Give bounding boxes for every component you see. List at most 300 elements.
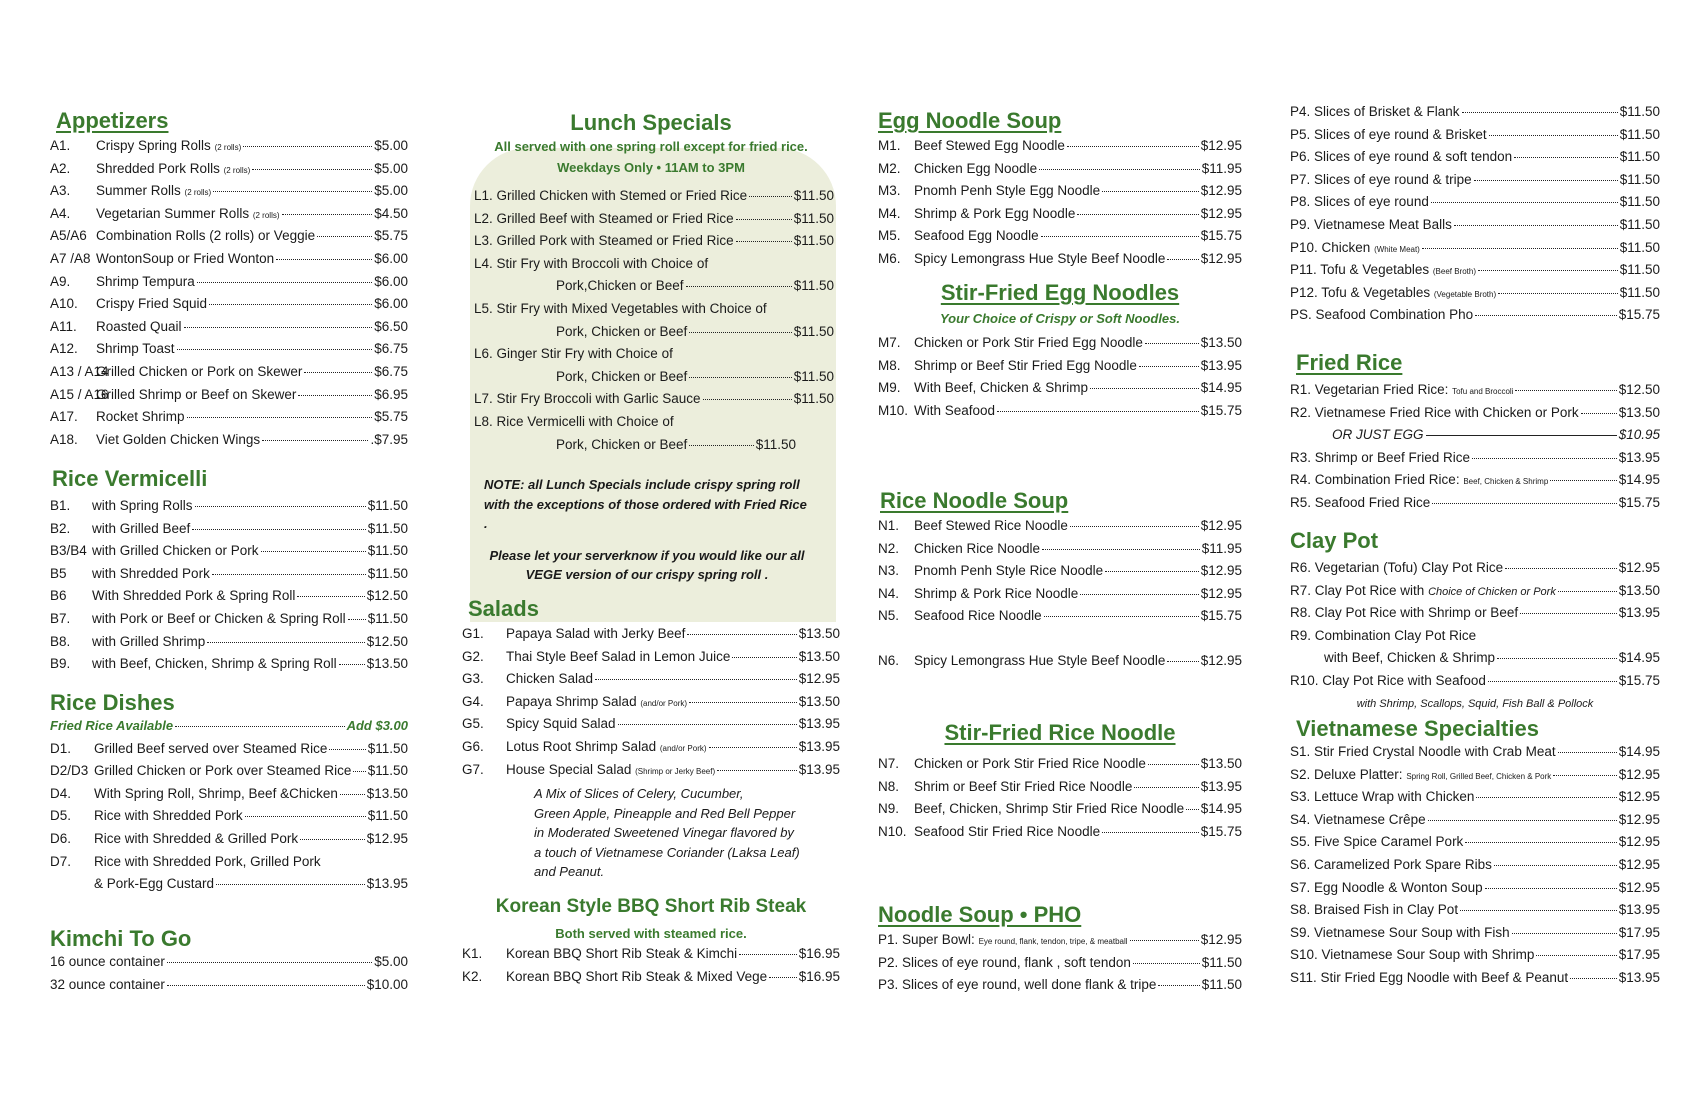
section-stir-fried-egg-noodles <box>878 280 1242 425</box>
leader-dots <box>739 954 797 955</box>
menu-item-continued <box>50 876 408 899</box>
item-price: $14.95 <box>1618 472 1660 488</box>
menu-item <box>1290 789 1660 812</box>
item-name <box>914 563 1103 578</box>
menu-item <box>474 346 834 369</box>
item-price: $12.95 <box>1618 789 1660 805</box>
menu-item <box>878 608 1242 631</box>
item-price: $12.95 <box>1200 205 1242 221</box>
item-code: G1. <box>462 626 484 641</box>
menu-item-continued <box>1290 650 1660 673</box>
item-name-text: P11. Tofu & Vegetables <box>1290 262 1430 278</box>
item-name-text: Rice with Shredded & Grilled Pork <box>94 830 299 846</box>
item-name <box>1290 583 1556 598</box>
item-price: $15.75 <box>1200 402 1242 418</box>
item-name: L3. Grilled Pork with Steamed or Fried Rice <box>474 233 734 249</box>
menu-item <box>878 932 1242 955</box>
leader-dots <box>1426 435 1617 436</box>
item-code: M6. <box>878 250 901 266</box>
item-code: B1. <box>50 498 71 513</box>
item-name-text: Thai Style Beef Salad in Lemon Juice <box>506 648 731 664</box>
section-lunch-specials <box>462 110 840 585</box>
section-korean-bbq <box>462 894 840 991</box>
addon-price: Add $3.00 <box>346 718 408 733</box>
menu-item <box>878 403 1242 426</box>
item-price: $6.00 <box>374 273 408 289</box>
item-price: $11.50 <box>367 740 408 756</box>
korean-subtitle: Both served with steamed rice. <box>555 926 747 941</box>
menu-item <box>878 380 1242 403</box>
menu-item <box>50 432 408 455</box>
item-price: $13.50 <box>798 693 840 709</box>
item-price: $11.50 <box>367 543 408 559</box>
item-price: $13.95 <box>1200 357 1242 373</box>
item-name <box>506 671 593 686</box>
item-price: $6.75 <box>374 363 408 379</box>
item-name <box>96 138 241 153</box>
section-title: Stir-Fried Rice Noodle <box>944 720 1176 745</box>
item-name-text: P10. Chicken <box>1290 239 1371 255</box>
leader-dots <box>1090 388 1199 389</box>
item-price: $11.50 <box>1619 194 1660 210</box>
menu-item <box>1290 217 1660 240</box>
leader-dots <box>195 506 366 507</box>
leader-dots <box>1536 955 1616 956</box>
leader-dots <box>1042 549 1200 550</box>
menu-item <box>50 228 408 251</box>
item-name: Rice with Shredded Pork, Grilled Pork <box>94 853 321 869</box>
leader-dots <box>1515 390 1616 391</box>
menu-item <box>462 649 840 672</box>
menu-item <box>50 251 408 274</box>
menu-item-continued <box>474 324 834 347</box>
item-name <box>914 608 1042 623</box>
item-price: $16.95 <box>798 946 840 961</box>
item-price: $13.50 <box>1200 335 1242 350</box>
item-name-text: with Pork or Beef or Chicken & Spring Roll <box>92 610 346 626</box>
item-name-text: Papaya Shrimp Salad <box>506 693 637 709</box>
item-name <box>914 380 1088 395</box>
item-price: $12.95 <box>798 671 840 687</box>
item-name-text: Pnomh Penh Style Egg Noodle <box>914 183 1101 199</box>
item-price: $11.50 <box>1201 954 1242 970</box>
leader-dots <box>1422 248 1618 249</box>
menu-item <box>1290 583 1660 606</box>
section-stir-fried-rice-noodle <box>878 720 1242 846</box>
section-title: Korean Style BBQ Short Rib Steak <box>495 896 807 917</box>
item-code: D4. <box>50 785 72 801</box>
item-code: N7. <box>878 756 900 771</box>
item-price: $12.95 <box>1200 183 1242 199</box>
menu-item <box>1290 450 1660 473</box>
item-note: (and/or Pork) <box>659 743 707 753</box>
section-title: Rice Vermicelli <box>52 466 208 491</box>
item-note: Tofu and Broccoli <box>1452 387 1514 396</box>
item-name: Pork,Chicken or Beef <box>556 278 684 294</box>
addon-label: Fried Rice Available <box>50 718 174 733</box>
leader-dots <box>1494 865 1617 866</box>
item-price: $11.50 <box>1619 149 1660 165</box>
leader-dots <box>1167 259 1198 260</box>
menu-item <box>878 251 1242 274</box>
menu-item <box>50 521 408 544</box>
item-name-text: P3. Slices of eye round, well done flank & tripe <box>878 977 1157 993</box>
item-price: $11.50 <box>367 808 408 824</box>
item-name <box>96 409 185 424</box>
leader-dots <box>167 985 365 986</box>
leader-dots <box>1102 191 1199 192</box>
item-code: M4. <box>878 205 901 221</box>
item-code: B8. <box>50 633 71 649</box>
item-code: M8. <box>878 357 901 373</box>
leader-dots <box>687 634 796 635</box>
leader-dots <box>329 749 365 750</box>
item-price: $14.95 <box>1200 380 1242 396</box>
item-code: A3. <box>50 183 71 199</box>
description-line: and Peanut. <box>534 864 605 880</box>
item-name-text: With Spring Roll, Shrimp, Beef &Chicken <box>94 785 338 801</box>
menu-item <box>50 977 408 1000</box>
menu-item <box>878 206 1242 229</box>
leader-dots <box>348 619 366 620</box>
item-note: Eye round, flank, tendon, tripe, & meatball <box>978 937 1128 946</box>
menu-item <box>50 634 408 657</box>
item-price: $13.50 <box>366 785 408 801</box>
item-price: $11.50 <box>1619 171 1660 187</box>
leader-dots <box>1454 225 1618 226</box>
menu-item <box>1290 812 1660 835</box>
leader-dots <box>1550 480 1616 481</box>
leader-dots <box>262 440 368 441</box>
item-price: $13.95 <box>798 716 840 732</box>
menu-item <box>50 831 408 854</box>
item-name-text: S8. Braised Fish in Clay Pot <box>1290 902 1459 918</box>
menu-item <box>462 739 840 762</box>
item-price: $15.75 <box>1618 672 1660 688</box>
item-price: $12.95 <box>1618 766 1660 782</box>
item-name-text: R7. Clay Pot Rice with <box>1290 582 1425 598</box>
item-code: G6. <box>462 738 484 754</box>
menu-item <box>1290 405 1660 428</box>
item-name-text: P1. Super Bowl: <box>878 932 975 947</box>
description-line: a touch of Vietnamese Coriander (Laksa Leaf) <box>534 844 800 860</box>
menu-item <box>878 955 1242 978</box>
item-price: $11.50 <box>1619 126 1660 142</box>
item-name <box>96 206 280 221</box>
item-price: $13.50 <box>1200 756 1242 771</box>
item-name-text: S6. Caramelized Pork Spare Ribs <box>1290 856 1492 872</box>
section-title: Egg Noodle Soup <box>878 108 1062 133</box>
item-price: $12.95 <box>1618 811 1660 827</box>
item-note: (Beef Broth) <box>1432 267 1477 277</box>
item-price: $12.50 <box>366 588 408 604</box>
item-name-text: S11. Stir Fried Egg Noodle with Beef & Peanut <box>1290 969 1569 985</box>
leader-dots <box>1139 366 1199 367</box>
item-price: $12.95 <box>1618 879 1660 895</box>
item-code: N2. <box>878 540 900 556</box>
leader-dots <box>167 962 372 963</box>
leader-dots <box>1474 180 1618 181</box>
item-name-text: R4. Combination Fried Rice: <box>1290 472 1460 488</box>
item-name-text: Summer Rolls <box>96 183 181 199</box>
item-name-text: Shrimp or Beef Stir Fried Egg Noodle <box>914 357 1137 373</box>
item-code: N4. <box>878 585 900 601</box>
item-name <box>1290 834 1463 849</box>
item-name: R2. Vietnamese Fried Rice with Chicken or Pork <box>1290 404 1579 420</box>
leader-dots <box>252 169 372 170</box>
item-price: $10.95 <box>1618 427 1660 443</box>
section-clay-pot <box>1290 528 1660 710</box>
item-price: $11.50 <box>793 233 834 249</box>
item-name <box>914 541 1040 556</box>
item-price: $12.95 <box>366 830 408 846</box>
item-name <box>1290 104 1460 119</box>
menu-item <box>462 716 840 739</box>
leader-dots <box>689 377 791 378</box>
item-name <box>506 739 707 754</box>
item-price: $4.50 <box>374 205 408 221</box>
item-note: Spring Roll, Grilled Beef, Chicken & Pork <box>1406 771 1552 781</box>
item-code: B3/B4 <box>50 543 87 559</box>
item-name-text: Vegetarian Summer Rolls <box>96 205 250 221</box>
leader-dots <box>1460 910 1617 911</box>
item-price: $6.50 <box>374 318 408 334</box>
menu-item <box>50 611 408 634</box>
menu-item <box>50 387 408 410</box>
item-name-text: 32 ounce container <box>50 976 165 992</box>
section-rice-noodle-soup <box>878 488 1242 676</box>
leader-dots <box>339 664 365 665</box>
leader-dots <box>1489 135 1618 136</box>
item-name <box>94 741 327 756</box>
menu-item <box>1290 472 1660 495</box>
item-name <box>914 335 1143 350</box>
leader-dots <box>1472 458 1617 459</box>
leader-dots <box>1570 978 1617 979</box>
item-name-text: With Beef, Chicken & Shrimp <box>914 380 1089 396</box>
leader-dots <box>187 417 373 418</box>
leader-dots <box>736 219 792 220</box>
item-price: $11.50 <box>367 520 408 536</box>
menu-item <box>1290 240 1660 263</box>
item-name: Pork, Chicken or Beef <box>556 323 688 339</box>
leader-dots <box>1080 594 1198 595</box>
item-name-text: Grilled Beef served over Steamed Rice <box>94 740 328 756</box>
leader-dots <box>1478 270 1618 271</box>
item-name-text: S5. Five Spice Caramel Pork <box>1290 834 1464 850</box>
item-name: with Beef, Chicken & Shrimp <box>1324 650 1496 666</box>
fried-rice-addon <box>50 718 408 741</box>
g7-description <box>462 784 840 882</box>
item-price: $15.75 <box>1200 823 1242 839</box>
item-name <box>1290 880 1483 895</box>
item-price: $11.50 <box>367 565 408 581</box>
leader-dots <box>1102 832 1199 833</box>
item-note: (2 rolls) <box>252 210 280 220</box>
item-code: N5. <box>878 608 900 624</box>
item-list <box>1290 744 1660 993</box>
item-code: M5. <box>878 228 901 244</box>
menu-item <box>878 183 1242 206</box>
item-name: R5. Seafood Fried Rice <box>1290 494 1431 510</box>
leader-dots <box>192 529 365 530</box>
item-name-text: Beef, Chicken, Shrimp Stir Fried Rice Noodle <box>914 801 1185 817</box>
leader-dots <box>297 596 364 597</box>
section-title: Clay Pot <box>1290 528 1379 553</box>
leader-dots <box>1145 343 1199 344</box>
item-name <box>1290 285 1496 300</box>
item-price: $6.00 <box>374 296 408 312</box>
item-name <box>92 566 210 581</box>
item-code: G4. <box>462 693 484 709</box>
item-name <box>1290 767 1551 782</box>
menu-item <box>50 854 408 877</box>
item-name-text: Shrimp Tempura <box>96 273 195 289</box>
item-price: $17.95 <box>1618 947 1660 963</box>
item-code: N6. <box>878 652 900 668</box>
item-code: B9. <box>50 656 71 672</box>
item-name <box>1290 172 1472 187</box>
menu-item <box>878 518 1242 541</box>
menu-item <box>1290 285 1660 308</box>
leader-dots <box>209 304 372 305</box>
lunch-note: NOTE: all Lunch Specials include crispy spring roll with the exceptions of those ordered with Fried Rice . <box>484 477 807 532</box>
item-list <box>50 138 408 454</box>
item-name-text: Spicy Squid Salad <box>506 716 616 732</box>
leader-dots <box>245 816 366 817</box>
item-name <box>914 586 1078 601</box>
menu-item <box>462 671 840 694</box>
item-name-text: Korean BBQ Short Rib Steak & Kimchi <box>506 946 738 961</box>
item-price: $13.95 <box>798 761 840 777</box>
item-name <box>1290 217 1452 232</box>
item-name: Spicy Lemongrass Hue Style Beef Noodle <box>914 652 1166 668</box>
item-name-text: House Special Salad <box>506 761 632 777</box>
item-name-text: with Grilled Chicken or Pork <box>92 543 259 559</box>
item-name <box>878 932 1128 947</box>
leader-dots <box>353 771 365 772</box>
menu-item <box>1290 104 1660 127</box>
item-name: L5. Stir Fry with Mixed Vegetables with Choice of <box>474 300 767 316</box>
menu-item <box>50 543 408 566</box>
leader-dots <box>1488 681 1617 682</box>
item-price: $11.50 <box>1619 284 1660 300</box>
item-price: $6.95 <box>374 386 408 402</box>
item-name-text: Grilled Shrimp or Beef on Skewer <box>96 386 297 402</box>
item-price: $12.95 <box>1200 250 1242 266</box>
item-list <box>50 954 408 999</box>
menu-item <box>50 206 408 229</box>
item-name: L2. Grilled Beef with Steamed or Fried Rice <box>474 210 734 226</box>
item-name: R9. Combination Clay Pot Rice <box>1290 627 1477 643</box>
leader-dots <box>212 574 366 575</box>
section-appetizers <box>50 108 408 454</box>
menu-item <box>50 274 408 297</box>
menu-item <box>1290 970 1660 993</box>
item-price: $5.00 <box>374 160 408 176</box>
item-price: $12.95 <box>1200 585 1242 601</box>
item-code: M3. <box>878 183 901 199</box>
item-price: $14.95 <box>1200 801 1242 817</box>
menu-item <box>878 138 1242 161</box>
noodle-choice-note: Your Choice of Crispy or Soft Noodles. <box>939 311 1181 326</box>
leader-dots <box>1067 146 1199 147</box>
item-note: (Vegetable Broth) <box>1433 289 1497 299</box>
menu-item <box>878 779 1242 802</box>
item-name <box>1290 262 1476 277</box>
leader-dots <box>997 411 1199 412</box>
leader-dots <box>1105 571 1199 572</box>
leader-dots <box>197 282 372 283</box>
item-name-text: with Spring Rolls <box>92 498 193 513</box>
item-note: (Shrimp or Jerky Beef) <box>635 766 716 776</box>
leader-dots <box>1581 413 1617 414</box>
menu-item <box>1290 673 1660 696</box>
item-name <box>914 358 1137 373</box>
item-code: D6. <box>50 830 72 846</box>
leader-dots <box>276 259 372 260</box>
leader-dots <box>1553 775 1616 776</box>
menu-item <box>474 188 834 211</box>
item-name <box>878 955 1131 970</box>
item-price: $15.75 <box>1618 307 1660 323</box>
leader-dots <box>1167 661 1198 662</box>
leader-dots <box>298 395 372 396</box>
item-code: N9. <box>878 801 900 817</box>
item-name <box>914 518 1068 533</box>
item-price: $15.75 <box>1200 228 1242 244</box>
item-name-text: S3. Lettuce Wrap with Chicken <box>1290 789 1475 805</box>
item-price: $12.95 <box>1200 518 1242 533</box>
menu-item <box>462 762 840 785</box>
section-title: Noodle Soup • PHO <box>878 902 1082 927</box>
menu-item <box>474 301 834 324</box>
leader-dots <box>1476 797 1616 798</box>
item-name <box>1290 857 1492 872</box>
item-price: $11.50 <box>367 610 408 626</box>
menu-item <box>50 498 408 521</box>
item-name <box>1290 970 1568 985</box>
item-name <box>96 274 195 289</box>
leader-dots <box>261 551 366 552</box>
leader-dots <box>1520 613 1617 614</box>
item-name-text: Seafood Egg Noodle <box>914 228 1039 244</box>
leader-dots <box>1148 764 1199 765</box>
item-price: $17.95 <box>1618 924 1660 940</box>
leader-dots <box>717 770 797 771</box>
menu-item <box>50 183 408 206</box>
item-price: $13.95 <box>1618 902 1660 918</box>
leader-dots <box>709 747 797 748</box>
item-list <box>50 498 408 679</box>
item-code: M9. <box>878 380 901 396</box>
item-code: A4. <box>50 205 71 221</box>
item-note: (White Meat) <box>1374 244 1420 254</box>
leader-dots <box>1465 842 1616 843</box>
item-code: A10. <box>50 296 78 312</box>
menu-item <box>50 296 408 319</box>
description-line: Green Apple, Pineapple and Red Bell Pepper <box>534 805 796 821</box>
menu-item <box>1290 767 1660 790</box>
menu-item <box>1290 857 1660 880</box>
leader-dots <box>1475 315 1617 316</box>
item-name <box>92 611 346 626</box>
menu-item <box>50 656 408 679</box>
menu-item <box>50 138 408 161</box>
item-name-text: Rice with Shredded Pork <box>94 808 243 824</box>
item-name-text: 16 ounce container <box>50 954 165 969</box>
item-price: $13.95 <box>1618 605 1660 621</box>
